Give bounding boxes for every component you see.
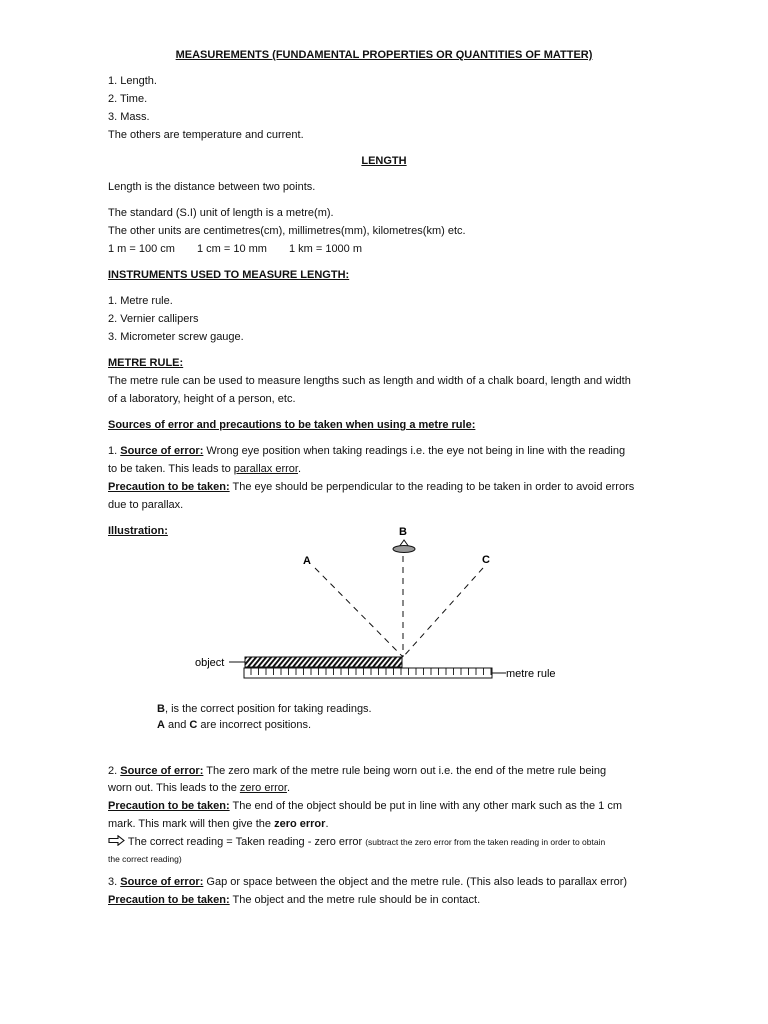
conversion-km-m: 1 km = 1000 m xyxy=(288,243,363,255)
error-1-line-2: to be taken. This leads to parallax error. xyxy=(108,463,302,475)
paragraph: The others are temperature and current. xyxy=(108,129,304,141)
illustration-label: Illustration: xyxy=(108,525,168,537)
error-1-line-1: 1. Source of error: Wrong eye position when taking readings i.e. the eye not being in line with the reading xyxy=(108,445,626,457)
conversion-line xyxy=(108,242,362,256)
precaution-3-line-1: Precaution to be taken: The object and the metre rule should be in contact. xyxy=(108,894,481,906)
precaution-2-line-1: Precaution to be taken: The end of the object should be put in line with any other mark such as the 1 cm xyxy=(108,800,622,812)
zero-error-term: zero error xyxy=(239,782,287,794)
precaution-1-line-1: Precaution to be taken: The eye should be perpendicular to the reading to be taken in order to avoid errors xyxy=(108,481,635,493)
section-heading-sources: Sources of error and precautions to be taken when using a metre rule: xyxy=(108,419,476,431)
parallax-error-term: parallax error xyxy=(233,463,298,475)
sight-line-c xyxy=(403,568,483,657)
section-heading-metre-rule: METRE RULE: xyxy=(108,357,184,369)
page-title: MEASUREMENTS (FUNDAMENTAL PROPERTIES OR QUANTITIES OF MATTER) xyxy=(175,49,593,61)
list-item: 3. Mass. xyxy=(108,111,150,123)
paragraph: The standard (S.I) unit of length is a metre(m). xyxy=(108,207,334,219)
label-a: A xyxy=(303,555,311,567)
right-arrow-icon xyxy=(108,835,125,846)
label-c: C xyxy=(482,554,490,566)
list-item: 1. Metre rule. xyxy=(108,295,173,307)
conversion-m-cm: 1 m = 100 cm xyxy=(108,243,175,255)
paragraph: Length is the distance between two points. xyxy=(108,181,316,193)
parallax-diagram xyxy=(0,520,768,690)
list-item: 2. Vernier callipers xyxy=(108,313,199,325)
section-heading-length: LENGTH xyxy=(361,155,407,167)
list-item: 2. Time. xyxy=(108,93,148,105)
error-3-line-1: 3. Source of error: Gap or space between the object and the metre rule. (This also leads to parallax error) xyxy=(108,876,628,888)
correct-reading-note: the correct reading) xyxy=(108,854,182,864)
sight-line-a xyxy=(315,568,403,657)
section-heading-instruments: INSTRUMENTS USED TO MEASURE LENGTH: xyxy=(108,269,350,281)
object-label: object xyxy=(195,657,225,669)
precaution-1-line-2: due to parallax. xyxy=(108,499,184,511)
precaution-2-line-2: mark. This mark will then give the zero error. xyxy=(108,818,329,830)
paragraph: of a laboratory, height of a person, etc. xyxy=(108,393,296,405)
paragraph: The metre rule can be used to measure lengths such as length and width of a chalk board, length and width xyxy=(108,375,631,387)
eye-icon xyxy=(393,540,415,553)
label-b: B xyxy=(399,526,407,538)
correct-reading-line: The correct reading = Taken reading - zero error (subtract the zero error from the taken reading in order to obtain xyxy=(108,835,605,849)
conversion-cm-mm: 1 cm = 10 mm xyxy=(196,243,267,255)
object-bar xyxy=(245,657,402,667)
list-item: 3. Micrometer screw gauge. xyxy=(108,331,244,343)
caption-line-2: A and C are incorrect positions. xyxy=(157,719,312,731)
error-2-line-2: worn out. This leads to the zero error. xyxy=(108,782,291,794)
list-item: 1. Length. xyxy=(108,75,157,87)
error-2-line-1: 2. Source of error: The zero mark of the metre rule being worn out i.e. the end of the metre rule being xyxy=(108,765,607,777)
paragraph: The other units are centimetres(cm), millimetres(mm), kilometres(km) etc. xyxy=(108,225,466,237)
caption-line-1: B, is the correct position for taking readings. xyxy=(157,703,372,715)
metre-rule-label: metre rule xyxy=(506,668,556,680)
